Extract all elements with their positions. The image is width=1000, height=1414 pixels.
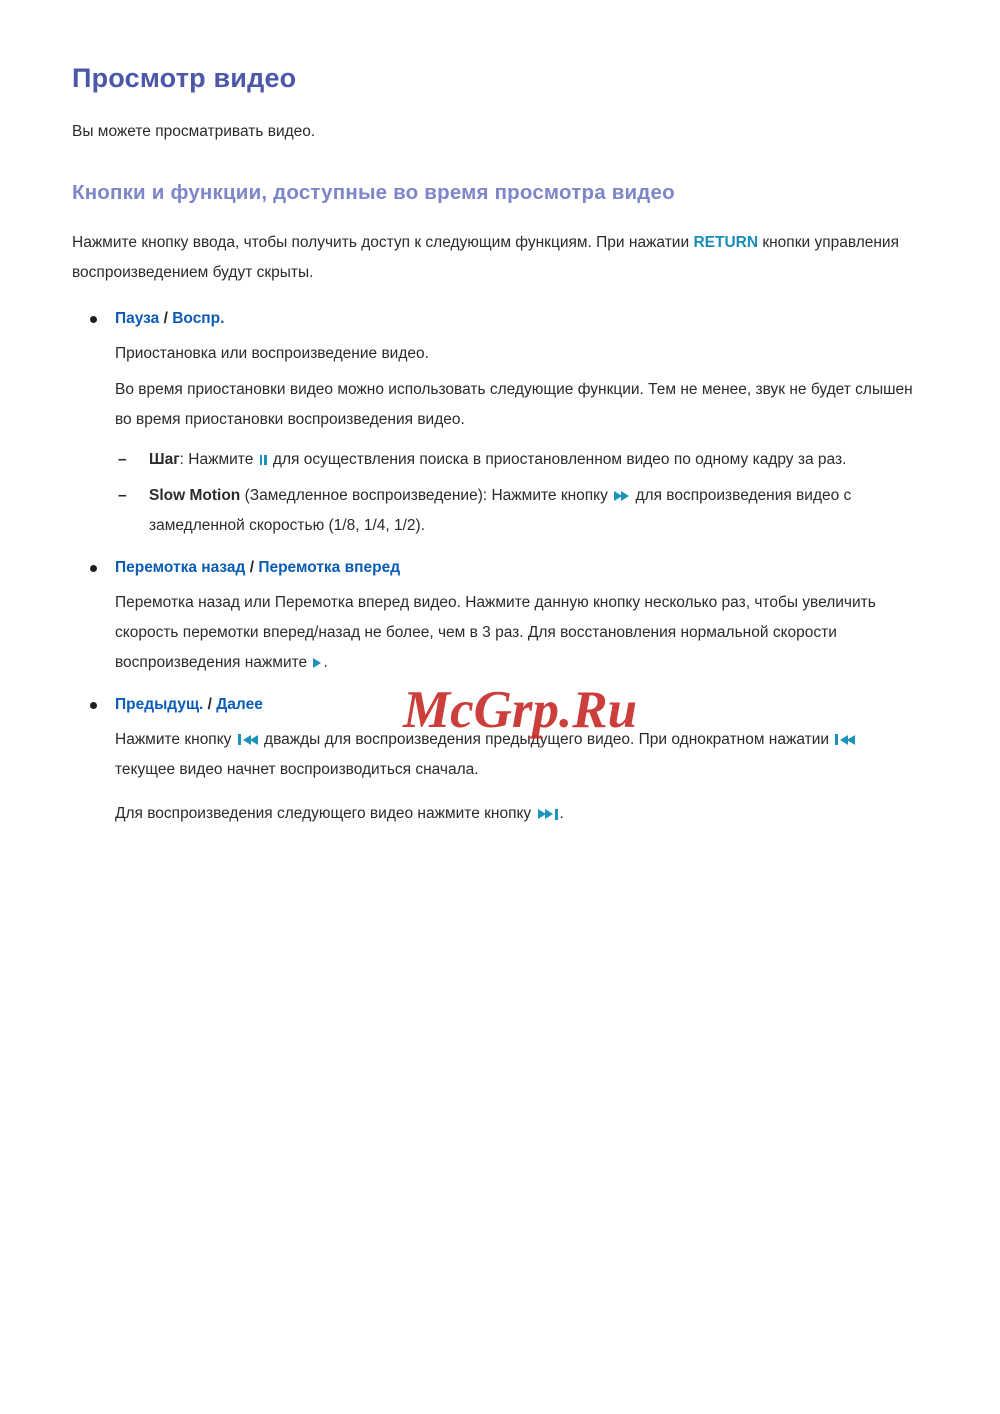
item-label-primary: Предыдущ. xyxy=(115,696,204,713)
lead-text-before: Нажмите кнопку ввода, чтобы получить доступ к следующим функциям. При нажатии xyxy=(72,234,694,251)
sub-item-term: Slow Motion xyxy=(149,487,241,504)
next-icon xyxy=(538,808,558,820)
item-heading xyxy=(115,553,918,583)
sub-item-text: (Замедленное воспроизведение): Нажмите кнопку xyxy=(240,487,613,504)
paragraph: Во время приостановки видео можно использовать следующие функции. Тем не менее, звук не будет слышен во время приостановки воспроизведения видео. xyxy=(115,381,913,428)
pause-icon xyxy=(260,454,267,466)
dash-marker: – xyxy=(118,487,127,504)
label-separator: / xyxy=(245,559,259,576)
paragraph xyxy=(115,588,918,678)
paragraph: Приостановка или воспроизведение видео. xyxy=(115,345,429,362)
paragraph-text: . xyxy=(323,654,328,671)
item-label-secondary: Воспр. xyxy=(172,310,225,327)
intro-text: Вы можете просматривать видео. xyxy=(72,123,316,140)
item-label-primary: Перемотка назад xyxy=(115,559,246,576)
watermark: McGrp.Ru xyxy=(403,681,638,739)
item-heading xyxy=(115,304,918,334)
list-item-rewind-forward xyxy=(72,553,918,678)
item-label-secondary: Далее xyxy=(216,696,263,713)
sub-item-text: для воспроизведения видео с замедленной скоростью (1/8, 1/4, 1/2). xyxy=(149,487,852,534)
label-separator: / xyxy=(203,696,217,713)
sub-item-text: для осуществления поиска в приостановленном видео по одному кадру за раз. xyxy=(268,451,847,468)
bullet-dot xyxy=(90,565,97,572)
sub-list xyxy=(115,445,918,541)
paragraph-text: Для воспроизведения следующего видео нажмите кнопку xyxy=(115,805,536,822)
feature-list xyxy=(72,304,918,829)
paragraph xyxy=(115,799,918,829)
bullet-dot xyxy=(90,702,97,709)
page-title: Просмотр видео xyxy=(72,63,297,93)
list-item-previous-next xyxy=(72,690,918,829)
fast-forward-icon xyxy=(614,490,629,502)
paragraph-text: . xyxy=(559,805,564,822)
bullet-dot xyxy=(90,316,97,323)
paragraph xyxy=(115,725,918,785)
paragraph-text: Нажмите кнопку xyxy=(115,731,236,748)
list-item-pause-play xyxy=(72,304,918,541)
previous-icon xyxy=(835,734,855,746)
label-separator: / xyxy=(159,310,173,327)
item-heading xyxy=(115,690,918,720)
item-label-secondary: Перемотка вперед xyxy=(258,559,401,576)
sub-item-slow-motion xyxy=(115,481,918,541)
previous-icon xyxy=(238,734,258,746)
sub-item-step xyxy=(115,445,918,475)
play-icon xyxy=(313,657,321,669)
lead-text-after: кнопки управления воспроизведением будут скрыты. xyxy=(72,234,899,281)
sub-item-text: : Нажмите xyxy=(179,451,258,468)
paragraph-text: дважды для воспроизведения предыдущего видео. При однократном нажатии xyxy=(259,731,834,748)
item-label-primary: Пауза xyxy=(115,310,160,327)
paragraph-text: текущее видео начнет воспроизводиться сначала. xyxy=(115,761,479,778)
return-key-label: RETURN xyxy=(693,234,759,251)
dash-marker: – xyxy=(118,451,127,468)
paragraph-text: Перемотка назад или Перемотка вперед видео. Нажмите данную кнопку несколько раз, чтобы увеличить скорость перемотки вперед/назад не более, чем в 3 раз. Для восстановления нормальной скорости воспроизведения нажмите xyxy=(115,594,876,671)
section-heading: Кнопки и функции, доступные во время просмотра видео xyxy=(72,181,675,204)
sub-item-term: Шаг xyxy=(149,451,180,468)
lead-paragraph xyxy=(72,228,918,288)
